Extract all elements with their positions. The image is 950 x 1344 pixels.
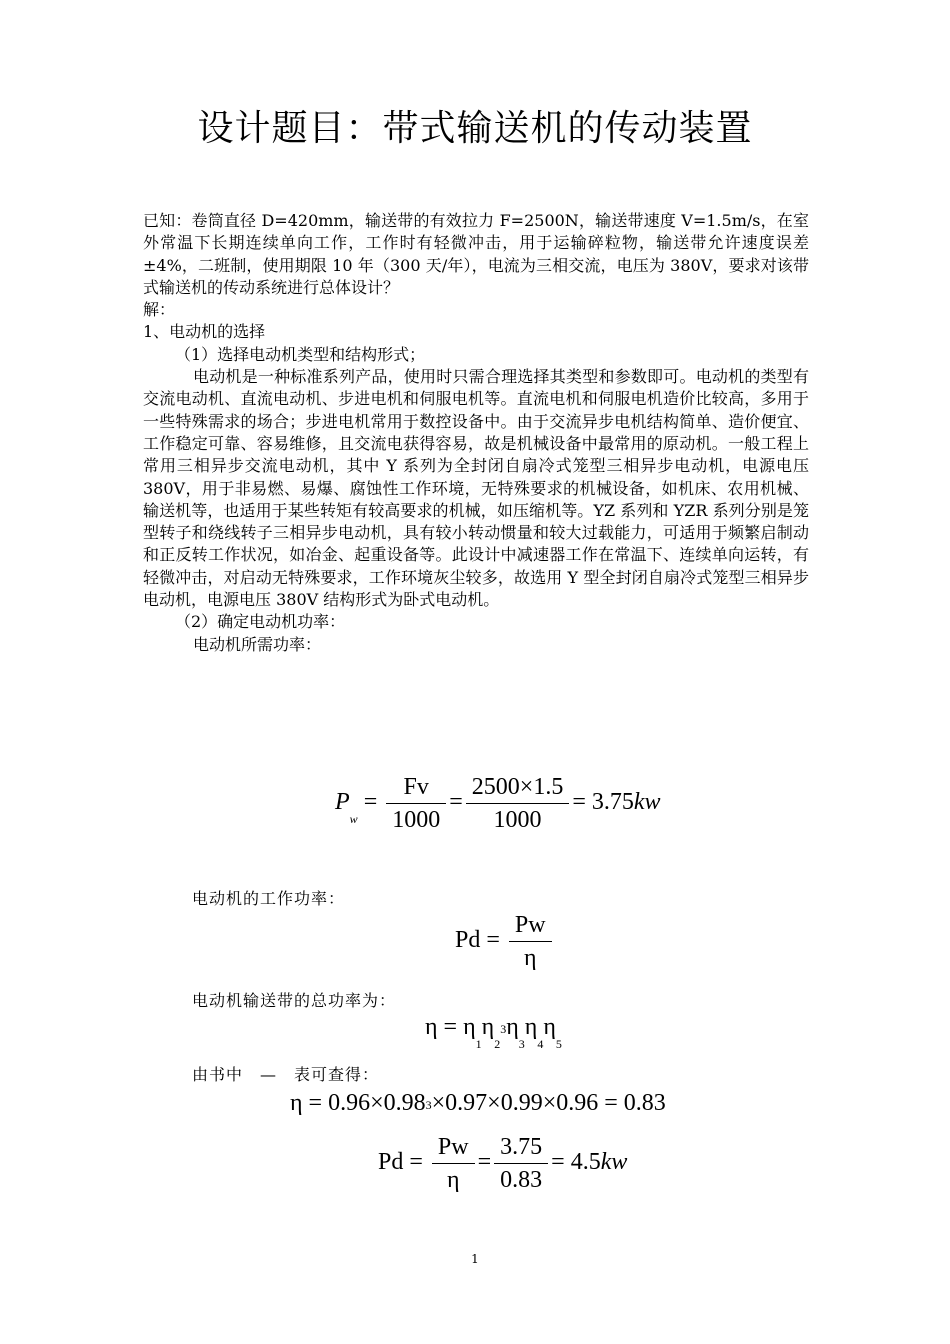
equation-working-power: Pd = $\frac{Pw}{\eta}$ xyxy=(455,910,555,973)
eq3-sub-1: 1 xyxy=(475,1037,482,1051)
eq1-unit: kw xyxy=(633,789,661,816)
eq5-den1: η xyxy=(446,1167,460,1193)
document-body xyxy=(143,210,809,656)
equation-total-efficiency: $\eta = \eta_1\eta_23\eta_3\eta_4\eta_5$ xyxy=(425,1014,562,1051)
total-efficiency-label: 电动机输送带的总功率为： xyxy=(192,991,397,1010)
step1-heading: （1）选择电动机类型和结构形式； xyxy=(175,344,426,364)
eq5-unit: kw xyxy=(600,1149,628,1176)
eq3-sub-3: 3 xyxy=(518,1037,525,1051)
eq5-fraction-1 xyxy=(432,1132,475,1195)
eq3-sub-2: 2 xyxy=(494,1037,501,1051)
eq5-num2: 3.75 xyxy=(494,1132,548,1164)
eq5-lhs: Pd xyxy=(378,1149,404,1176)
eq1-fraction-1 xyxy=(386,772,446,835)
equation-efficiency-value xyxy=(290,1090,666,1117)
page-title: 设计题目：带式输送机的传动装置 xyxy=(197,108,753,149)
section-heading: 1、电动机的选择 xyxy=(143,322,266,342)
eq1-den1: 1000 xyxy=(392,807,441,833)
eq1-fraction-2 xyxy=(466,772,570,835)
step1-paragraph: 电动机是一种标准系列产品，使用时只需合理选择其类型和参数即可。电动机的类型有交流电动机、直流电动机、步进电机和伺服电机等。直流电机和伺服电机造价比较高，多用于一些特殊需求的场合；步进电机常用于数控设备中。由于交流异步电机结构简单、造价便宜、工作稳定可靠、容易维修，且交流电获得容易，故是机械设备中最常用的原动机。一般工程上常用三相异步交流电动机，其中 Y 系列为全封闭自扇冷式笼型三相异步电动机，电源电压 380V，用于非易燃、易爆、腐蚀性工作环境，无特殊要求的机械设备，如机床、农用机械、输送机等，也适用于某些转矩有较高要求的机械，如压缩机等。YZ 系列和 YZR 系列分别是笼型转子和绕线转子三相异步电动机，具有较小转动惯量和较大过载能力，可适用于频繁启制动和正反转工作状况，如冶金、起重设备等。此设计中减速器工作在常温下、连续单向运转，有轻微冲击，对启动无特殊要求，工作环境灰尘较多，故选用 Y 型全封闭自扇冷式笼型三相异步电动机，电源电压 380V 结构形式为卧式电动机。 xyxy=(143,367,809,610)
equation-pd-value: Pd = $\frac{Pw}{\eta}$ = $\frac{3.75}{0.83}$ = 4.5kw xyxy=(378,1134,628,1193)
eq3-sub-5: 5 xyxy=(555,1037,562,1051)
lookup-label: 由书中 — 表可查得： xyxy=(192,1065,380,1084)
eq4-sup: 3 xyxy=(425,1098,432,1112)
eq2-lhs: Pd xyxy=(455,927,481,954)
page-number: 1 xyxy=(471,1252,479,1266)
required-power-label: 电动机所需功率： xyxy=(193,634,322,654)
eq3-sup: 3 xyxy=(500,1022,507,1036)
eq5-num1: Pw xyxy=(432,1132,475,1164)
eq1-result: 3.75 xyxy=(591,789,634,816)
eq1-num2: 2500×1.5 xyxy=(466,772,570,804)
eq5-den2: 0.83 xyxy=(500,1167,543,1193)
equation-power-required: $P_w$ = $\frac{Fv}{1000}$ = $\frac{2500\times 1.5}{1000}$ = 3.75kw xyxy=(335,774,661,833)
given-paragraph: 已知：卷筒直径 D=420mm，输送带的有效拉力 F=2500N，输送带速度 V=1.5m/s，在室外常温下长期连续单向工作，工作时有轻微冲击，用于运输碎粒物，输送带允许速度误差±4%，二班制，使用期限 10 年（300 天/年），电流为三相交流，电压为 380V，要求对该带式输送机的传动系统进行总体设计？ xyxy=(143,211,809,297)
eq2-num: Pw xyxy=(509,910,552,942)
eq2-den: η xyxy=(523,945,537,971)
eq4-main: η = 0.96×0.98 xyxy=(290,1090,426,1116)
eq1-lhs-sub: w xyxy=(349,812,358,827)
eq3-lhs: η = η xyxy=(425,1014,476,1040)
eq1-lhs: P xyxy=(335,789,350,816)
eq1-num1: Fv xyxy=(386,772,446,804)
eq3-sub-4: 4 xyxy=(537,1037,544,1051)
eq1-den2: 1000 xyxy=(493,807,542,833)
eq5-result: 4.5 xyxy=(570,1149,601,1176)
step2-heading: （2）确定电动机功率： xyxy=(175,612,346,632)
eq4-rest: ×0.97×0.99×0.96 = 0.83 xyxy=(431,1090,666,1116)
eq5-fraction-2 xyxy=(494,1132,548,1195)
working-power-label: 电动机的工作功率： xyxy=(192,889,346,908)
solution-label: 解： xyxy=(143,300,176,320)
eq2-fraction xyxy=(509,910,552,973)
